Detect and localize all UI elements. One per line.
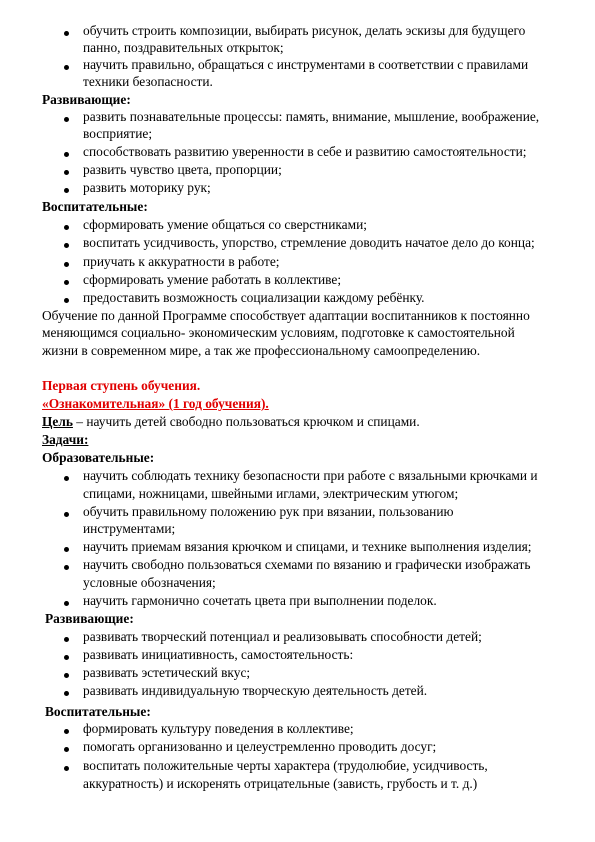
section-heading-developing: Развивающие: — [42, 92, 131, 107]
list-item-continuation: техники безопасности. — [83, 74, 213, 89]
bullet-icon — [64, 262, 69, 267]
bullet-icon — [64, 476, 69, 481]
bullet-icon — [64, 31, 69, 36]
bullet-icon — [64, 117, 69, 122]
bullet-icon — [64, 729, 69, 734]
list-item: обучить строить композиции, выбирать рисунок, делать эскизы для будущего — [83, 23, 526, 38]
list-item: научить гармонично сочетать цвета при выполнении поделок. — [83, 593, 437, 608]
list-item: воспитать положительные черты характера (трудолюбие, усидчивость, — [83, 758, 488, 773]
list-item: развить моторику рук; — [83, 180, 211, 195]
tasks-heading: Задачи: — [42, 432, 89, 447]
section-heading-educational: Воспитательные: — [42, 199, 148, 214]
list-item: формировать культуру поведения в коллективе; — [83, 721, 354, 736]
goal-text: – научить детей свободно пользоваться крючком и спицами. — [72, 414, 420, 429]
bullet-icon — [64, 673, 69, 678]
goal-line — [42, 414, 420, 430]
list-item-continuation: условные обозначения; — [83, 575, 216, 590]
list-item: развить чувство цвета, пропорции; — [83, 162, 282, 177]
list-item: помогать организованно и целеустремленно проводить досуг; — [83, 739, 437, 754]
bullet-icon — [64, 280, 69, 285]
bullet-icon — [64, 565, 69, 570]
bullet-icon — [64, 747, 69, 752]
list-item: приучать к аккуратности в работе; — [83, 254, 280, 269]
section-heading-developing-2: Развивающие: — [45, 611, 134, 626]
list-item: развивать эстетический вкус; — [83, 665, 251, 680]
list-item: сформировать умение работать в коллективе; — [83, 272, 342, 287]
list-item: развить познавательные процессы: память, внимание, мышление, воображение, — [83, 109, 540, 124]
bullet-icon — [64, 298, 69, 303]
bullet-icon — [64, 170, 69, 175]
paragraph-line: жизни в современном мире, а так же профессиональному самоопределению. — [42, 343, 481, 358]
list-item: развивать творческий потенциал и реализовывать способности детей; — [83, 629, 482, 644]
paragraph-line: Обучение по данной Программе способствует адаптации воспитанников к постоянно — [42, 308, 530, 323]
list-item: сформировать умение общаться со сверстниками; — [83, 217, 367, 232]
list-item: способствовать развитию уверенности в себе и развитию самостоятельности; — [83, 144, 527, 159]
bullet-icon — [64, 65, 69, 70]
bullet-icon — [64, 188, 69, 193]
list-item-continuation: панно, поздравительных открыток; — [83, 40, 284, 55]
bullet-icon — [64, 766, 69, 771]
stage-subtitle: «Ознакомительная» (1 год обучения). — [42, 396, 269, 411]
bullet-icon — [64, 225, 69, 230]
list-item: научить приемам вязания крючком и спицами, и технике выполнения изделия; — [83, 539, 532, 554]
stage-title: Первая ступень обучения. — [42, 378, 201, 393]
goal-label: Цель — [42, 414, 73, 429]
list-item-continuation: восприятие; — [83, 126, 153, 141]
bullet-icon — [64, 691, 69, 696]
list-item: развивать индивидуальную творческую деятельность детей. — [83, 683, 428, 698]
bullet-icon — [64, 601, 69, 606]
bullet-icon — [64, 512, 69, 517]
bullet-icon — [64, 243, 69, 248]
bullet-icon — [64, 637, 69, 642]
section-heading-teaching: Образовательные: — [42, 450, 155, 465]
list-item: научить соблюдать технику безопасности при работе с вязальными крючками и — [83, 468, 538, 483]
bullet-icon — [64, 152, 69, 157]
bullet-icon — [64, 547, 69, 552]
list-item: развивать инициативность, самостоятельность: — [83, 647, 354, 662]
list-item-continuation: инструментами; — [83, 521, 176, 536]
paragraph-line: меняющимся социально- экономическим условиям, подготовке к самостоятельной — [42, 325, 515, 340]
list-item: научить правильно, обращаться с инструментами в соответствии с правилами — [83, 57, 529, 72]
list-item-continuation: аккуратность) и искоренять отрицательные (зависть, грубость и т. д.) — [83, 776, 478, 791]
list-item: предоставить возможность социализации каждому ребёнку. — [83, 290, 425, 305]
list-item-continuation: спицами, ножницами, швейными иглами, электрическим утюгом; — [83, 486, 459, 501]
list-item: обучить правильному положению рук при вязании, пользованию — [83, 504, 454, 519]
list-item: воспитать усидчивость, упорство, стремление доводить начатое дело до конца; — [83, 235, 535, 250]
bullet-icon — [64, 655, 69, 660]
section-heading-educational-2: Воспитательные: — [45, 704, 151, 719]
list-item: научить свободно пользоваться схемами по вязанию и графически изображать — [83, 557, 531, 572]
